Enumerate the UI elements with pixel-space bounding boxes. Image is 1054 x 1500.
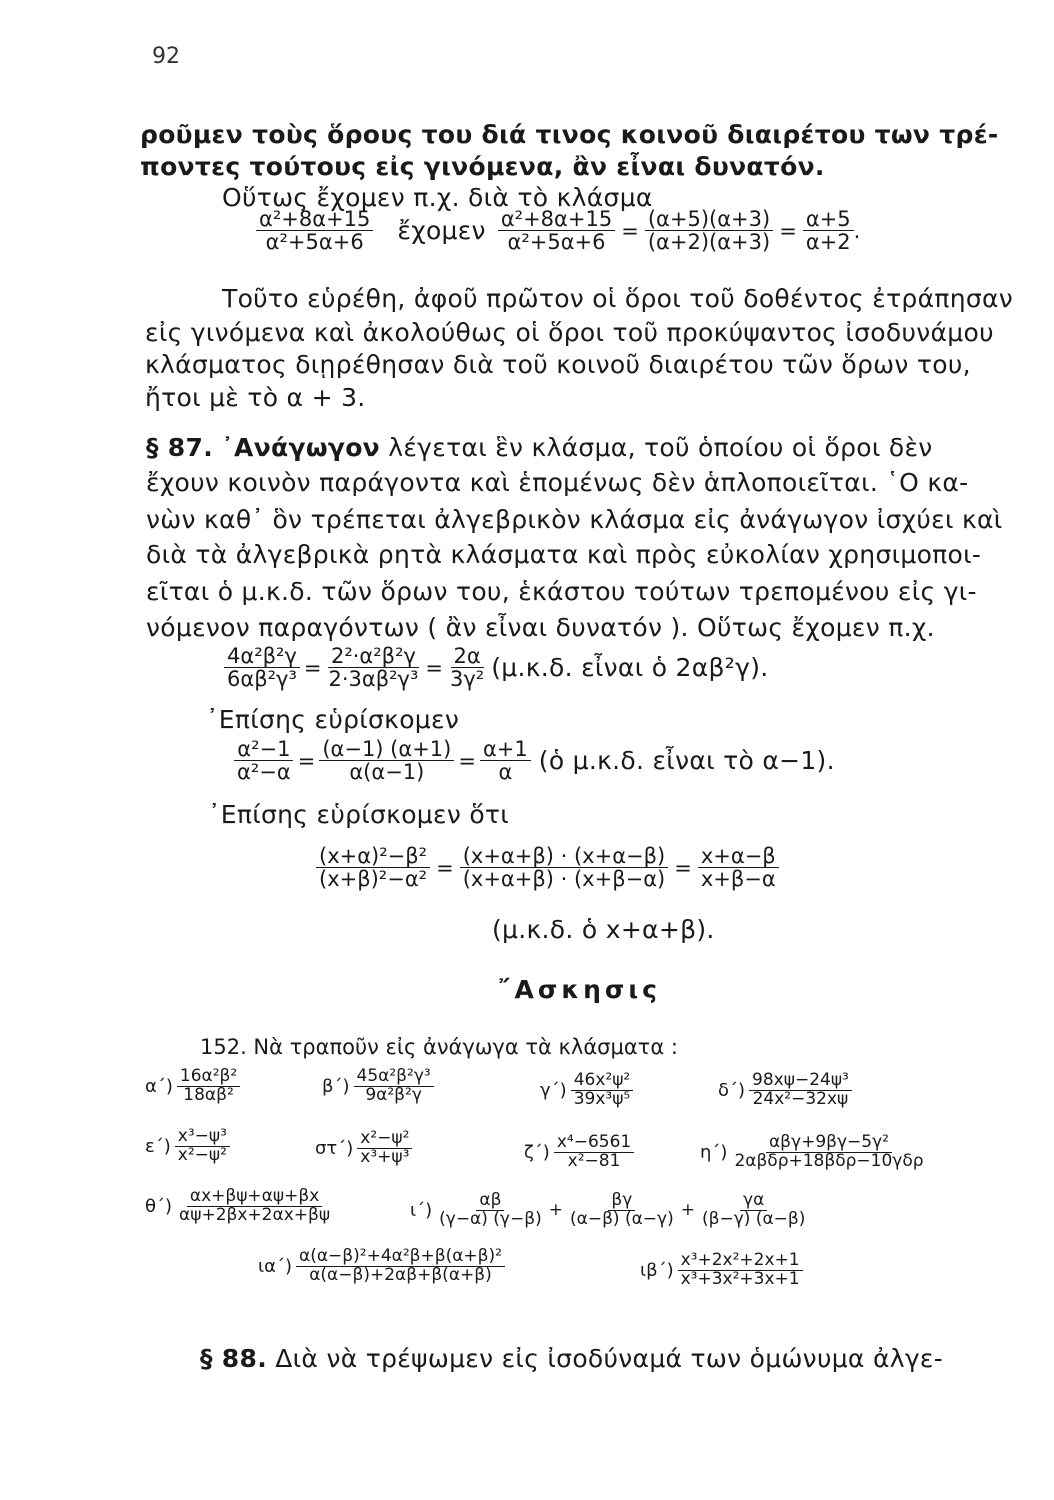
exercise-label: στ΄) <box>315 1137 354 1159</box>
exercise-b <box>322 1068 434 1105</box>
equals-sign: = <box>436 855 454 880</box>
section87-line6: νόμενον παραγόντων ( ἂν εἶναι δυνατόν ). Οὕτως ἔχομεν π.χ. <box>146 613 935 642</box>
fraction: $\frac{\text{2²·α²β²γ}}{\text{2·3αβ²γ³}}$ <box>328 644 419 692</box>
exercise-st <box>315 1130 412 1167</box>
fraction: $\frac{\gamma\alpha}{(\beta-\gamma) (\alpha-\beta)}$ <box>701 1190 806 1229</box>
fraction: $\frac{\text{16α²β²}}{\text{18αβ²}}$ <box>177 1068 240 1105</box>
exercise-label: α΄) <box>145 1075 173 1097</box>
fraction: $\frac{2\alpha}{\text{3γ²}}$ <box>450 644 485 692</box>
fraction: $\frac{\text{α(α−β)²+4α²β+β(α+β)²}}{\alpha(\alpha-\beta)+2\alpha\beta+\beta(\alpha+\beta)}$ <box>296 1248 505 1285</box>
fraction: $\frac{\alpha+5}{\alpha+2}$ <box>803 208 854 253</box>
period: . <box>853 218 861 243</box>
fraction: $\frac{(\alpha-1) (\alpha+1)}{\alpha(\alpha-1)}$ <box>319 738 454 783</box>
section88-line <box>200 1344 943 1373</box>
exercise-c <box>540 1072 633 1109</box>
exercise-label: ι΄) <box>410 1199 433 1221</box>
section87-line2: ἔχουν κοινὸν παράγοντα καὶ ἑπομένως δὲν ἁπλοποιεῖται. ῾Ο κα- <box>146 468 969 497</box>
fraction: $\frac{\text{αβγ+9βγ−5γ²}}{\text{2αβδρ+18βδρ−10γδρ}}$ <box>734 1132 924 1171</box>
fraction: $\frac{\beta\gamma}{(\alpha-\beta) (\alpha-\gamma)}$ <box>569 1190 674 1229</box>
section87-line1 <box>146 433 933 462</box>
section87-number: § 87. <box>146 433 213 462</box>
equals-sign: = <box>303 655 322 680</box>
exercise-label: ιβ΄) <box>640 1259 674 1281</box>
fraction: $\frac{\alpha\beta}{(\gamma-\alpha) (\gamma-\beta)}$ <box>439 1190 542 1229</box>
exercise-th <box>145 1188 333 1225</box>
equals-sign: = <box>674 855 692 880</box>
section88-text: Διὰ νὰ τρέψωμεν εἰς ἰσοδύναμά των ὁμώνυμα ἀλγε- <box>275 1344 944 1373</box>
plus-sign: + <box>680 1200 695 1221</box>
fraction: $\frac{\text{α²+8α+15}}{\text{α²+5α+6}}$ <box>498 208 615 253</box>
fraction: $\frac{\text{(x+α)²−β²}}{\text{(x+β)²−α²}}$ <box>316 845 430 890</box>
fraction: $\frac{\text{x³−ψ³}}{\text{x²−ψ²}}$ <box>175 1128 230 1165</box>
para2-line4: ἤτοι μὲ τὸ α + 3. <box>145 383 366 412</box>
fraction: $\frac{x+\alpha-\beta}{x+\beta-\alpha}$ <box>698 845 779 890</box>
section87-line1-text: λέγεται ἓν κλάσμα, τοῦ ὁποίου οἱ ὅροι δὲν <box>388 433 933 462</box>
exercise-label: γ΄) <box>540 1079 567 1101</box>
fraction: $\frac{\text{α²−1}}{\text{α²−α}}$ <box>234 738 294 783</box>
fraction: $\frac{(x+\alpha+\beta) \cdot (x+\alpha-\beta)}{(x+\alpha+\beta) \cdot (x+\beta-\alpha)}$ <box>460 845 669 890</box>
exercise-i <box>410 1192 808 1229</box>
exercises-heading: ῎Ασκησις <box>498 975 661 1004</box>
exercise-ib <box>640 1252 803 1289</box>
example3-equation <box>234 738 835 783</box>
example4-note: (μ.κ.δ. ὁ x+α+β). <box>492 915 715 944</box>
para1-line1: ροῦμεν τοὺς ὅρους του διά τινος κοινοῦ διαιρέτου των τρέ- <box>140 120 999 149</box>
page-number: 92 <box>152 44 180 69</box>
exercise-d <box>718 1072 852 1109</box>
gcd-note: (ὁ μ.κ.δ. εἶναι τὸ α−1). <box>538 746 835 776</box>
fraction: $\frac{\text{4α²β²γ}}{\text{6αβ²γ³}}$ <box>224 645 300 690</box>
equals-sign: = <box>297 748 316 773</box>
exercise-label: ζ΄) <box>524 1141 550 1163</box>
equals-sign: = <box>621 218 639 243</box>
example1-intro: Οὕτως ἔχομεν π.χ. διὰ τὸ κλάσμα <box>222 183 653 212</box>
section88-number: § 88. <box>200 1344 267 1373</box>
section87-line3: νὼν καθ᾿ ὃν τρέπεται ἀλγεβρικὸν κλάσμα εἰς ἀνάγωγον ἰσχύει καὶ <box>146 505 1003 534</box>
example4-intro: ᾿Επίσης εὑρίσκομεν ὅτι <box>208 800 510 829</box>
exercise-152-intro: 152. Νὰ τραποῦν εἰς ἀνάγωγα τὰ κλάσματα : <box>200 1035 678 1059</box>
fraction: $\frac{\text{46x²ψ²}}{\text{39x³ψ⁵}}$ <box>571 1072 634 1109</box>
exercise-a <box>145 1068 240 1105</box>
fraction: $\frac{\alpha x+\beta\psi+\alpha\psi+\beta x}{\alpha\psi+2\beta x+2\alpha x+\beta\psi}$ <box>179 1186 331 1225</box>
para2-line2: εἰς γινόμενα καὶ ἀκολούθως οἱ ὅροι τοῦ προκύψαντος ἰσοδυνάμου <box>145 318 994 347</box>
section87-line5: εῖται ὁ μ.κ.δ. τῶν ὅρων του, ἑκάστου τούτων τρεπομένου εἰς γι- <box>146 577 977 606</box>
fraction: $\frac{\text{98xψ−24ψ³}}{\text{24x²−32xψ}}$ <box>749 1072 852 1109</box>
example3-intro: ᾿Επίσης εὑρίσκομεν <box>206 705 460 734</box>
exercise-label: θ΄) <box>145 1195 173 1217</box>
exercise-z <box>524 1134 634 1171</box>
exercise-h <box>700 1134 927 1171</box>
exercise-e <box>145 1128 230 1165</box>
fraction: $\frac{\text{x⁴−6561}}{\text{x²−81}}$ <box>554 1134 634 1171</box>
fraction: $\frac{\text{x³+2x²+2x+1}}{\text{x³+3x²+3x+1}}$ <box>678 1252 803 1289</box>
fraction: $\frac{\text{α²+8α+15}}{\text{α²+5α+6}}$ <box>256 208 373 253</box>
fraction: $\frac{(\alpha+5)(\alpha+3)}{(\alpha+2)(\alpha+3)}$ <box>645 208 773 253</box>
exercise-label: η΄) <box>700 1141 728 1163</box>
equals-sign: = <box>458 748 476 773</box>
equals-sign: = <box>425 655 443 680</box>
section87-term: ᾿Ανάγωγον <box>221 433 380 462</box>
para2-line3: κλάσματος διῃρέθησαν διὰ τοῦ κοινοῦ διαιρέτου τῶν ὅρων του, <box>145 350 971 379</box>
exercise-ia <box>258 1248 505 1285</box>
exercise-label: δ΄) <box>718 1079 746 1101</box>
example1-equation <box>256 208 860 253</box>
example4-equation <box>316 845 779 890</box>
plus-sign: + <box>548 1200 563 1221</box>
para1-line2: ποντες τούτους εἰς γινόμενα, ἂν εἶναι δυνατόν. <box>140 152 825 181</box>
text-echomen: ἔχομεν <box>397 216 486 246</box>
exercise-label: ε΄) <box>145 1135 171 1157</box>
fraction: $\frac{\text{45α²β²γ³}}{\text{9α²β²γ}}$ <box>354 1068 434 1105</box>
exercise-label: β΄) <box>322 1075 350 1097</box>
example2-equation <box>224 645 769 690</box>
fraction: $\frac{\text{x²−ψ²}}{\text{x³+ψ³}}$ <box>357 1130 412 1167</box>
section87-line4: διὰ τὰ ἀλγεβρικὰ ρητὰ κλάσματα καὶ πρὸς εὐκολίαν χρησιμοποι- <box>146 540 982 569</box>
equals-sign: = <box>779 218 797 243</box>
fraction: $\frac{\alpha+1}{\alpha}$ <box>480 738 531 783</box>
exercise-label: ια΄) <box>258 1255 292 1277</box>
para2-line1: Τοῦτο εὑρέθη, ἀφοῦ πρῶτον οἱ ὅροι τοῦ δοθέντος ἐτράπησαν <box>222 284 1014 313</box>
gcd-note: (μ.κ.δ. εἶναι ὁ 2αβ²γ). <box>491 653 769 683</box>
